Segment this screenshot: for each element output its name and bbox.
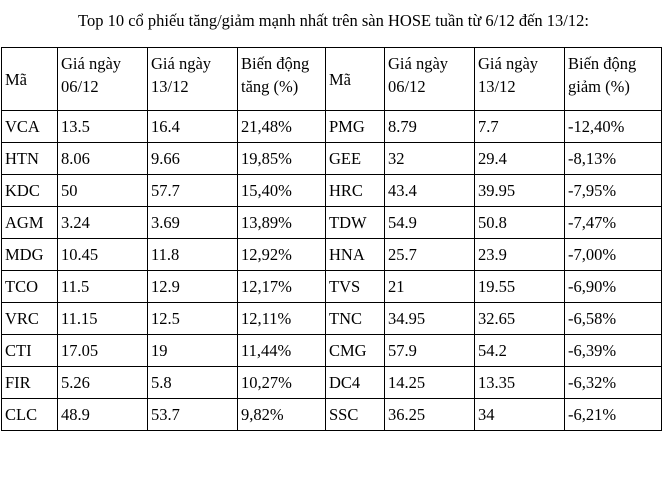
gainer-code: MDG — [2, 239, 58, 271]
gainer-price-1312: 19 — [148, 335, 238, 367]
table-row — [2, 111, 662, 143]
header-price-1312-gainers: Giá ngày 13/12 — [148, 48, 238, 111]
loser-price-0612: 32 — [385, 143, 475, 175]
gainer-price-1312: 3.69 — [148, 207, 238, 239]
loser-code: TNC — [326, 303, 385, 335]
gainer-change: 21,48% — [238, 111, 326, 143]
header-code-gainers: Mã — [2, 48, 58, 111]
page-title: Top 10 cổ phiếu tăng/giảm mạnh nhất trên sàn HOSE tuần từ 6/12 đến 13/12: — [78, 11, 589, 30]
gainer-price-1312: 9.66 — [148, 143, 238, 175]
header-row — [2, 48, 662, 111]
gainer-price-1312: 12.5 — [148, 303, 238, 335]
loser-code: HRC — [326, 175, 385, 207]
loser-code: HNA — [326, 239, 385, 271]
loser-change: -7,95% — [565, 175, 662, 207]
gainer-code: VRC — [2, 303, 58, 335]
gainer-code: TCO — [2, 271, 58, 303]
table-row — [2, 335, 662, 367]
gainer-price-1312: 5.8 — [148, 367, 238, 399]
gainer-price-0612: 17.05 — [58, 335, 148, 367]
stock-table — [1, 47, 662, 431]
loser-price-1312: 19.55 — [475, 271, 565, 303]
loser-code: SSC — [326, 399, 385, 431]
loser-code: PMG — [326, 111, 385, 143]
loser-price-1312: 23.9 — [475, 239, 565, 271]
gainer-code: KDC — [2, 175, 58, 207]
loser-change: -6,90% — [565, 271, 662, 303]
loser-change: -7,47% — [565, 207, 662, 239]
gainer-price-1312: 57.7 — [148, 175, 238, 207]
gainer-code: CTI — [2, 335, 58, 367]
loser-price-0612: 57.9 — [385, 335, 475, 367]
gainer-price-0612: 13.5 — [58, 111, 148, 143]
header-code-losers: Mã — [326, 48, 385, 111]
gainer-price-0612: 5.26 — [58, 367, 148, 399]
loser-price-0612: 36.25 — [385, 399, 475, 431]
header-price-0612-losers: Giá ngày 06/12 — [385, 48, 475, 111]
loser-price-0612: 25.7 — [385, 239, 475, 271]
gainer-price-1312: 16.4 — [148, 111, 238, 143]
table-row — [2, 271, 662, 303]
gainer-change: 19,85% — [238, 143, 326, 175]
gainer-price-0612: 8.06 — [58, 143, 148, 175]
loser-price-0612: 21 — [385, 271, 475, 303]
gainer-code: VCA — [2, 111, 58, 143]
loser-change: -6,21% — [565, 399, 662, 431]
header-change-down: Biến động giảm (%) — [565, 48, 662, 111]
loser-price-1312: 13.35 — [475, 367, 565, 399]
gainer-change: 12,11% — [238, 303, 326, 335]
table-row — [2, 239, 662, 271]
loser-change: -6,39% — [565, 335, 662, 367]
loser-code: CMG — [326, 335, 385, 367]
gainer-change: 10,27% — [238, 367, 326, 399]
gainer-price-0612: 3.24 — [58, 207, 148, 239]
gainer-price-0612: 50 — [58, 175, 148, 207]
loser-price-0612: 54.9 — [385, 207, 475, 239]
gainer-code: CLC — [2, 399, 58, 431]
gainer-change: 12,92% — [238, 239, 326, 271]
gainer-change: 15,40% — [238, 175, 326, 207]
loser-price-1312: 32.65 — [475, 303, 565, 335]
gainer-code: AGM — [2, 207, 58, 239]
loser-price-1312: 54.2 — [475, 335, 565, 367]
loser-code: TVS — [326, 271, 385, 303]
table-row — [2, 143, 662, 175]
header-change-up: Biến động tăng (%) — [238, 48, 326, 111]
loser-code: DC4 — [326, 367, 385, 399]
table-row — [2, 303, 662, 335]
gainer-change: 13,89% — [238, 207, 326, 239]
loser-price-0612: 34.95 — [385, 303, 475, 335]
loser-price-0612: 43.4 — [385, 175, 475, 207]
loser-change: -8,13% — [565, 143, 662, 175]
gainer-price-1312: 11.8 — [148, 239, 238, 271]
gainer-price-0612: 11.5 — [58, 271, 148, 303]
gainer-change: 11,44% — [238, 335, 326, 367]
gainer-price-1312: 12.9 — [148, 271, 238, 303]
loser-change: -6,58% — [565, 303, 662, 335]
header-price-1312-losers: Giá ngày 13/12 — [475, 48, 565, 111]
loser-price-1312: 50.8 — [475, 207, 565, 239]
loser-price-1312: 39.95 — [475, 175, 565, 207]
loser-code: GEE — [326, 143, 385, 175]
gainer-code: FIR — [2, 367, 58, 399]
table-row — [2, 207, 662, 239]
loser-code: TDW — [326, 207, 385, 239]
table-row — [2, 175, 662, 207]
loser-change: -12,40% — [565, 111, 662, 143]
loser-change: -7,00% — [565, 239, 662, 271]
loser-price-0612: 14.25 — [385, 367, 475, 399]
gainer-price-0612: 10.45 — [58, 239, 148, 271]
loser-price-1312: 34 — [475, 399, 565, 431]
header-price-0612-gainers: Giá ngày 06/12 — [58, 48, 148, 111]
loser-price-1312: 7.7 — [475, 111, 565, 143]
gainer-price-1312: 53.7 — [148, 399, 238, 431]
gainer-change: 12,17% — [238, 271, 326, 303]
gainer-price-0612: 48.9 — [58, 399, 148, 431]
gainer-change: 9,82% — [238, 399, 326, 431]
table-row — [2, 367, 662, 399]
loser-price-0612: 8.79 — [385, 111, 475, 143]
gainer-code: HTN — [2, 143, 58, 175]
loser-change: -6,32% — [565, 367, 662, 399]
table-row — [2, 399, 662, 431]
loser-price-1312: 29.4 — [475, 143, 565, 175]
gainer-price-0612: 11.15 — [58, 303, 148, 335]
